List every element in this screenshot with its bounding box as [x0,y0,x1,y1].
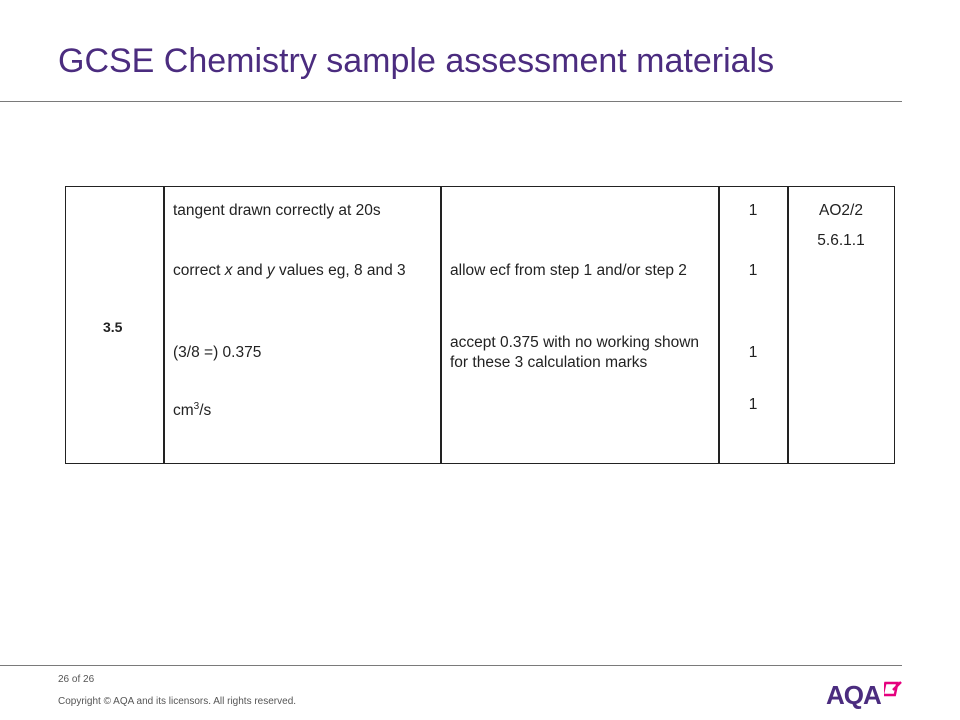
page-title: GCSE Chemistry sample assessment materials [58,42,775,80]
assessment-objective: AO2/2 [819,202,863,219]
guidance-ecf: allow ecf from step 1 and/or step 2 [450,262,687,279]
page-number: 26 of 26 [58,674,95,685]
column-divider [718,187,720,463]
answer-unit: $cm^3/s$ [173,400,212,419]
aqa-logo [826,680,906,708]
mark-value: 1 [748,396,758,413]
mark-value: 1 [748,202,758,219]
mark-value: 1 [748,344,758,361]
column-divider [163,187,165,463]
mark-scheme-table [65,186,895,464]
column-divider [787,187,789,463]
answer-calculation: (3/8 =) 0.375 [173,344,262,361]
header-divider [0,101,902,102]
aqa-logo-mark-icon [884,680,904,700]
guidance-accept: accept 0.375 with no working shown for these 3 calculation marks [450,334,700,371]
answer-xy-values: correct x and y values eg, 8 and 3 [173,262,406,279]
answer-tangent: tangent drawn correctly at 20s [173,202,381,219]
spec-reference: 5.6.1.1 [817,232,865,249]
question-number: 3.5 [103,319,123,335]
copyright-notice: Copyright © AQA and its licensors. All rights reserved. [58,696,297,707]
mark-value: 1 [748,262,758,279]
aqa-logo-text: AQA [826,680,881,710]
footer-divider [0,665,902,666]
column-divider [440,187,442,463]
